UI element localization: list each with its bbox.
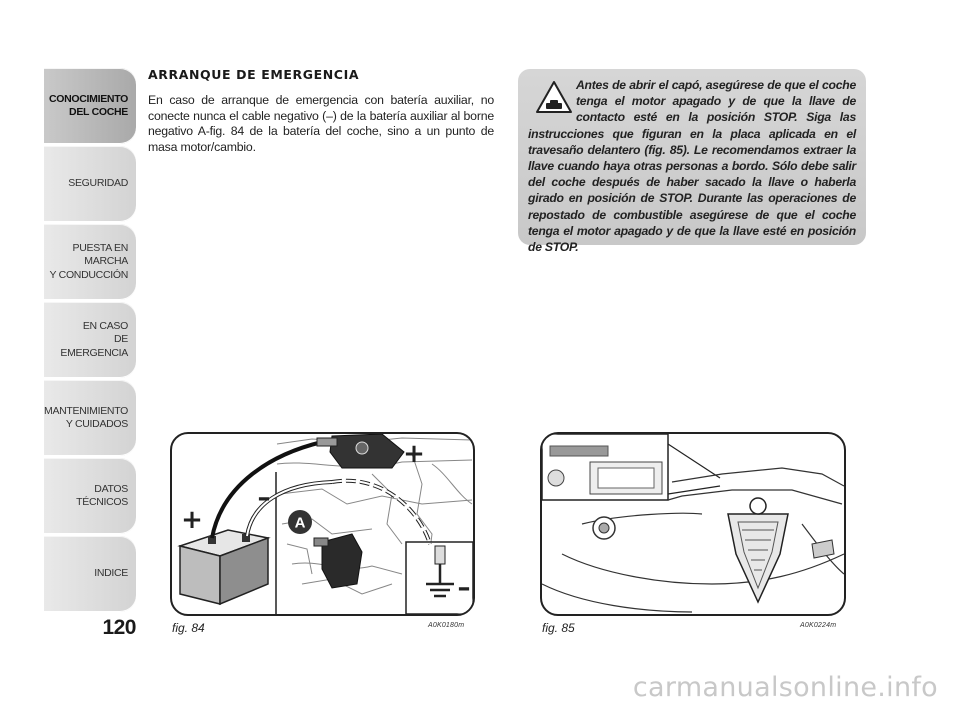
fig85-code: A0K0224m	[800, 622, 837, 629]
figure-84-battery-jumpstart	[170, 432, 475, 616]
section-body: En caso de arranque de emergencia con batería auxiliar, no conecte nunca el cable negativo (–) de la batería auxiliar al borne negativo A-fig. 84 de la batería del coche, sino a un punto de masa motor/cambio.	[148, 93, 494, 154]
fig84-illustration	[172, 434, 473, 614]
warning-text-container	[518, 77, 866, 255]
badge-icon	[750, 498, 766, 514]
plus-sign-top: +	[403, 439, 425, 469]
negative-terminal-a	[314, 534, 362, 588]
warning-box	[518, 69, 866, 255]
watermark: carmanualsonline.info	[632, 672, 938, 703]
label-a-text: A	[294, 514, 306, 532]
warning-icon-spacer	[528, 77, 576, 121]
tab-seguridad[interactable]: SEGURIDAD	[44, 146, 136, 222]
plus-sign-left: +	[181, 505, 203, 535]
page-number: 120	[102, 616, 136, 639]
grille-shield-icon	[728, 498, 788, 602]
minus-sign-ground: –	[457, 573, 471, 603]
section-title: ARRANQUE DE EMERGENCIA	[148, 67, 360, 82]
tab-conocimiento-del-coche[interactable]: CONOCIMIENTO DEL COCHE	[44, 68, 136, 144]
tab-mantenimiento[interactable]: MANTENIMIENTO Y CUIDADOS	[44, 380, 136, 456]
fig84-caption: fig. 84	[172, 621, 205, 635]
tab-en-caso-de-emergencia[interactable]: EN CASO DE EMERGENCIA	[44, 302, 136, 378]
fig84-code: A0K0180m	[428, 622, 465, 629]
figure-85-front-of-car	[540, 432, 846, 616]
tab-indice[interactable]: INDICE	[44, 536, 136, 612]
tab-datos-tecnicos[interactable]: DATOS TÉCNICOS	[44, 458, 136, 534]
fig85-illustration	[542, 434, 844, 614]
auxiliary-battery-icon	[180, 530, 268, 604]
warning-text: Antes de abrir el capó, asegúrese de que el coche tenga el motor apagado y de que la llave de contacto esté en la posición STOP. Siga las instrucciones que figuran en la placa aplicada en el travesaño delantero (fig. 85). Le recomendamos extraer la llave cuando haya otras personas a bordo. Sólo debe salir del coche después de haber sacado la llave o haberla girado en posición de STOP. Durante las operaciones de repostado de combustible asegúrese de que el coche tenga el motor apagado y de que la llave esté en posición de STOP.	[528, 78, 856, 255]
tab-puesta-en-marcha[interactable]: PUESTA EN MARCHA Y CONDUCCIÓN	[44, 224, 136, 300]
minus-sign-mid: –	[257, 483, 271, 513]
fig85-caption: fig. 85	[542, 621, 575, 635]
